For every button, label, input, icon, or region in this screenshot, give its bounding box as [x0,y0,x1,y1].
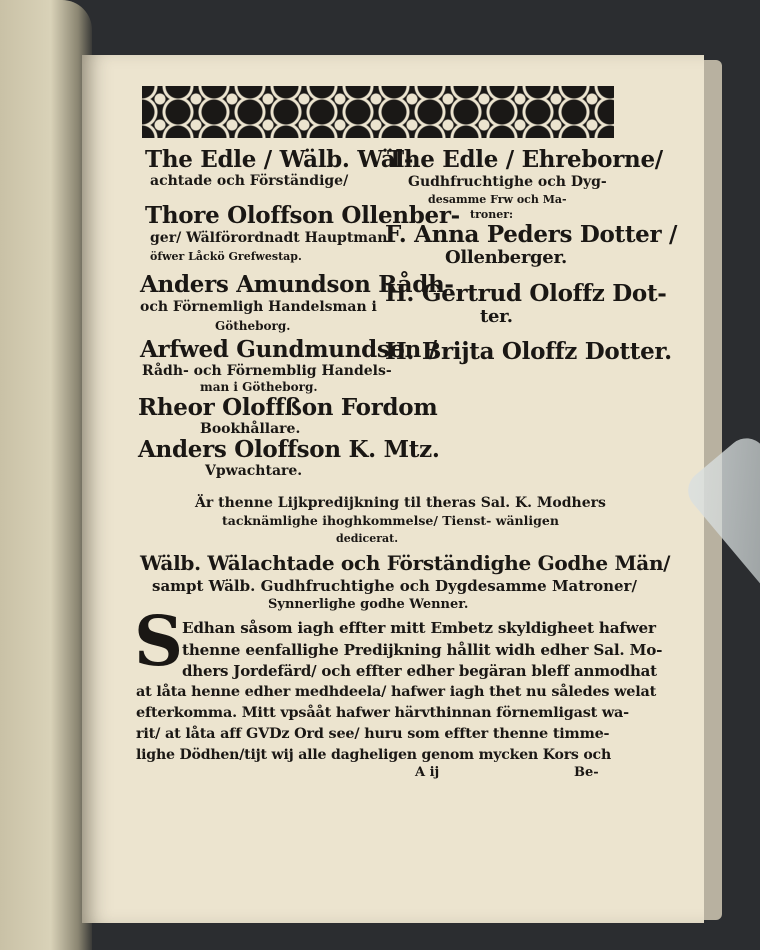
name-anna: F. Anna Peders Dotter / [385,221,678,248]
dedication-line: dedicerat. [336,532,399,545]
address-line: Synnerlighe godhe Wenner. [268,597,469,612]
title-line: Rådh- och Förnemblig Handels- [142,363,392,379]
dedication-line: Är thenne Lijkpredijkning til theras Sal. K. Modhers [195,495,606,511]
surname-line: ter. [480,306,513,327]
name-anders-amundson: Anders Amundson Rådh- [140,271,454,298]
address-line: sampt Wälb. Gudhfruchtighe och Dygdesamme Matroner/ [152,577,637,595]
title-line: man i Götheborg. [200,380,318,394]
body-line: thenne eenfallighe Predijkning hållit widh edher Sal. Mo- [182,641,663,659]
right-heading-line: desamme Frw och Ma- [428,193,567,206]
left-heading-line: The Edle / Wälb. Wäl- [145,146,414,173]
body-line: dhers Jordefärd/ och effter edher begäran bleff anmodhat [182,662,657,680]
title-line: Bookhållare. [200,421,301,437]
drop-cap: S [134,602,184,682]
title-line: Götheborg. [215,319,291,333]
right-heading-line: troner: [470,208,514,221]
title-line: Vpwachtare. [205,463,303,479]
ornamental-header-band [142,86,614,138]
address-line: Wälb. Wälachtade och Förständighe Godhe Män/ [140,551,671,575]
body-line: rit/ at låta aff GVDz Ord see/ huru som effter thenne timme- [136,725,610,742]
title-line: öfwer Låckö Grefwestap. [150,250,302,263]
right-heading-line: The Edle / Ehreborne/ [387,146,663,173]
surname-line: Ollenberger. [445,247,567,268]
left-heading-line: achtade och Förständige/ [150,173,349,189]
body-line: lighe Dödhen/tijt wij alle dagheligen genom mycken Kors och [136,747,611,763]
name-thore: Thore Oloffson Ollenber- [145,202,460,229]
catchword: Be- [574,765,599,780]
right-heading-line: Gudhfruchtighe och Dyg- [408,174,607,190]
title-line: och Förnemligh Handelsman i [140,299,377,315]
signature-mark: A ij [415,765,440,780]
name-gertrud: H. Gertrud Oloffz Dot- [385,280,667,307]
title-line: ger/ Wälförordnadt Hauptman [150,230,388,246]
name-anders-oloffson: Anders Oloffson K. Mtz. [138,436,440,463]
body-line: efterkomma. Mitt vpsååt hafwer härvthinnan förnemligast wa- [136,704,629,721]
dedication-line: tacknämlighe ihoghkommelse/ Tienst- wänligen [222,513,559,528]
left-page-edge [0,0,92,950]
name-brijta: H. Brijta Oloffz Dotter. [385,338,672,365]
name-rheor: Rheor Oloffßon Fordom [138,394,438,421]
body-line: Edhan såsom iagh effter mitt Embetz skyldigheet hafwer [182,619,656,637]
name-arfwed: Arfwed Gundmundson / [140,336,437,363]
body-line: at låta henne edher medhdeela/ hafwer iagh thet nu således welat [136,683,657,700]
